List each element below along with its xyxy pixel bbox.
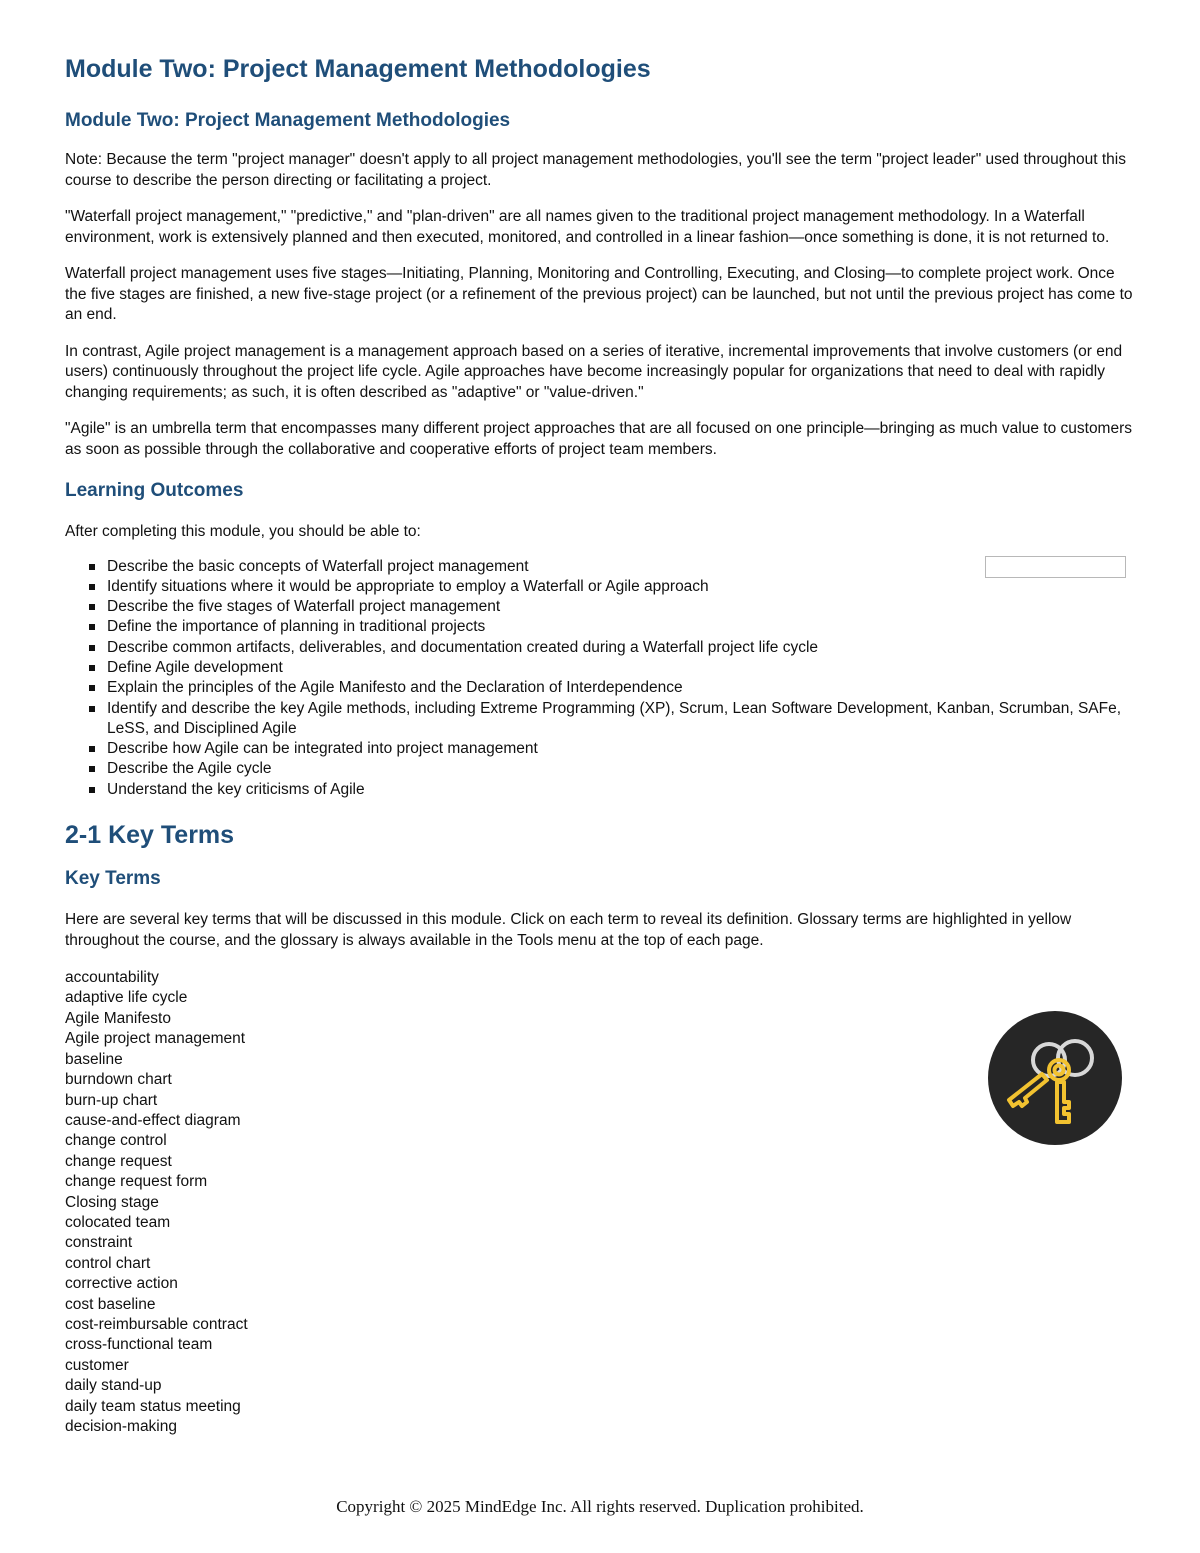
module-title: Module Two: Project Management Methodologies — [65, 55, 651, 83]
key-term[interactable]: corrective action — [65, 1275, 178, 1293]
list-item: Identify and describe the key Agile methods, including Extreme Programming (XP), Scrum, Lean Software Development, Kanban, Scrumban, SAFe, LeSS, and Disciplined Agile — [107, 699, 1137, 740]
key-terms-list — [65, 968, 1137, 1437]
copyright-footer: Copyright © 2025 MindEdge Inc. All rights reserved. Duplication prohibited. — [336, 1497, 864, 1516]
list-item: Define Agile development — [107, 658, 1137, 678]
outcomes-list — [65, 557, 1137, 801]
list-item: Describe the Agile cycle — [107, 759, 1137, 779]
list-item: Describe the five stages of Waterfall project management — [107, 597, 1137, 617]
key-term[interactable]: control chart — [65, 1254, 151, 1272]
key-term[interactable]: Agile project management — [65, 1030, 246, 1048]
key-term[interactable]: burn-up chart — [65, 1091, 158, 1109]
key-term[interactable]: cost-reimbursable contract — [65, 1315, 248, 1333]
key-term[interactable]: change request form — [65, 1173, 208, 1191]
intro-paragraph: "Agile" is an umbrella term that encompasses many different project approaches that are all focused on one principle—bringing as much value to customers as soon as possible through the collaborative and cooperative efforts of project team members. — [65, 420, 1133, 458]
key-term[interactable]: cause-and-effect diagram — [65, 1111, 241, 1129]
key-term[interactable]: cross-functional team — [65, 1336, 213, 1354]
list-item: Describe the basic concepts of Waterfall project management — [107, 557, 1137, 577]
key-terms-intro: Here are several key terms that will be discussed in this module. Click on each term to reveal its definition. Glossary terms are highlighted in yellow throughout the course, and the glossary is always available in the Tools menu at the top of each page. — [65, 911, 1072, 949]
key-term[interactable]: change control — [65, 1132, 167, 1150]
intro-paragraph: "Waterfall project management," "predictive," and "plan-driven" are all names given to the traditional project management methodology. In a Waterfall environment, work is extensively planned and then executed, monitored, and controlled in a linear fashion—once something is done, it is not returned to. — [65, 208, 1110, 246]
intro-paragraph: Note: Because the term "project manager" doesn't apply to all project management methodologies, you'll see the term "project leader" used throughout this course to describe the person directing or facilitating a project. — [65, 151, 1126, 189]
list-item: Explain the principles of the Agile Manifesto and the Declaration of Interdependence — [107, 678, 1137, 698]
outcomes-placeholder-box — [985, 556, 1126, 578]
list-item: Identify situations where it would be appropriate to employ a Waterfall or Agile approach — [107, 577, 1137, 597]
key-term[interactable]: daily stand-up — [65, 1377, 162, 1395]
key-term[interactable]: change request — [65, 1152, 172, 1170]
key-term[interactable]: Agile Manifesto — [65, 1009, 171, 1027]
list-item: Understand the key criticisms of Agile — [107, 780, 1137, 800]
learning-outcomes-heading: Learning Outcomes — [65, 480, 244, 501]
list-item: Define the importance of planning in traditional projects — [107, 617, 1137, 637]
key-term[interactable]: Closing stage — [65, 1193, 159, 1211]
key-term[interactable]: accountability — [65, 969, 159, 987]
intro-paragraph: Waterfall project management uses five stages—Initiating, Planning, Monitoring and Controlling, Executing, and Closing—to complete project work. Once the five stages are finished, a new five-stage project (or a refinement of the previous project) can be launched, but not until the previous project has come to an end. — [65, 265, 1133, 323]
key-term[interactable]: baseline — [65, 1050, 123, 1068]
key-term[interactable]: colocated team — [65, 1213, 171, 1231]
key-term[interactable]: customer — [65, 1356, 129, 1374]
document-page — [65, 52, 1137, 1437]
key-term[interactable]: decision-making — [65, 1418, 177, 1435]
module-subtitle: Module Two: Project Management Methodologies — [65, 110, 511, 131]
list-item: Describe common artifacts, deliverables, and documentation created during a Waterfall project life cycle — [107, 638, 1137, 658]
key-term[interactable]: cost baseline — [65, 1295, 156, 1313]
outcomes-intro: After completing this module, you should be able to: — [65, 523, 421, 540]
key-terms-section-title: 2-1 Key Terms — [65, 821, 235, 850]
keys-icon — [987, 1010, 1123, 1146]
key-term[interactable]: adaptive life cycle — [65, 989, 188, 1007]
key-terms-heading: Key Terms — [65, 868, 161, 890]
key-term[interactable]: daily team status meeting — [65, 1397, 241, 1415]
list-item: Describe how Agile can be integrated into project management — [107, 739, 1137, 759]
intro-paragraph: In contrast, Agile project management is a management approach based on a series of iterative, incremental improvements that involve customers (or end users) continuously throughout the project life cycle. Agile approaches have become increasingly popular for organizations that need to deal with rapidly changing requirements; as such, it is often described as "adaptive" or "value-driven." — [65, 342, 1123, 401]
key-term[interactable]: burndown chart — [65, 1071, 172, 1089]
key-term[interactable]: constraint — [65, 1234, 133, 1252]
